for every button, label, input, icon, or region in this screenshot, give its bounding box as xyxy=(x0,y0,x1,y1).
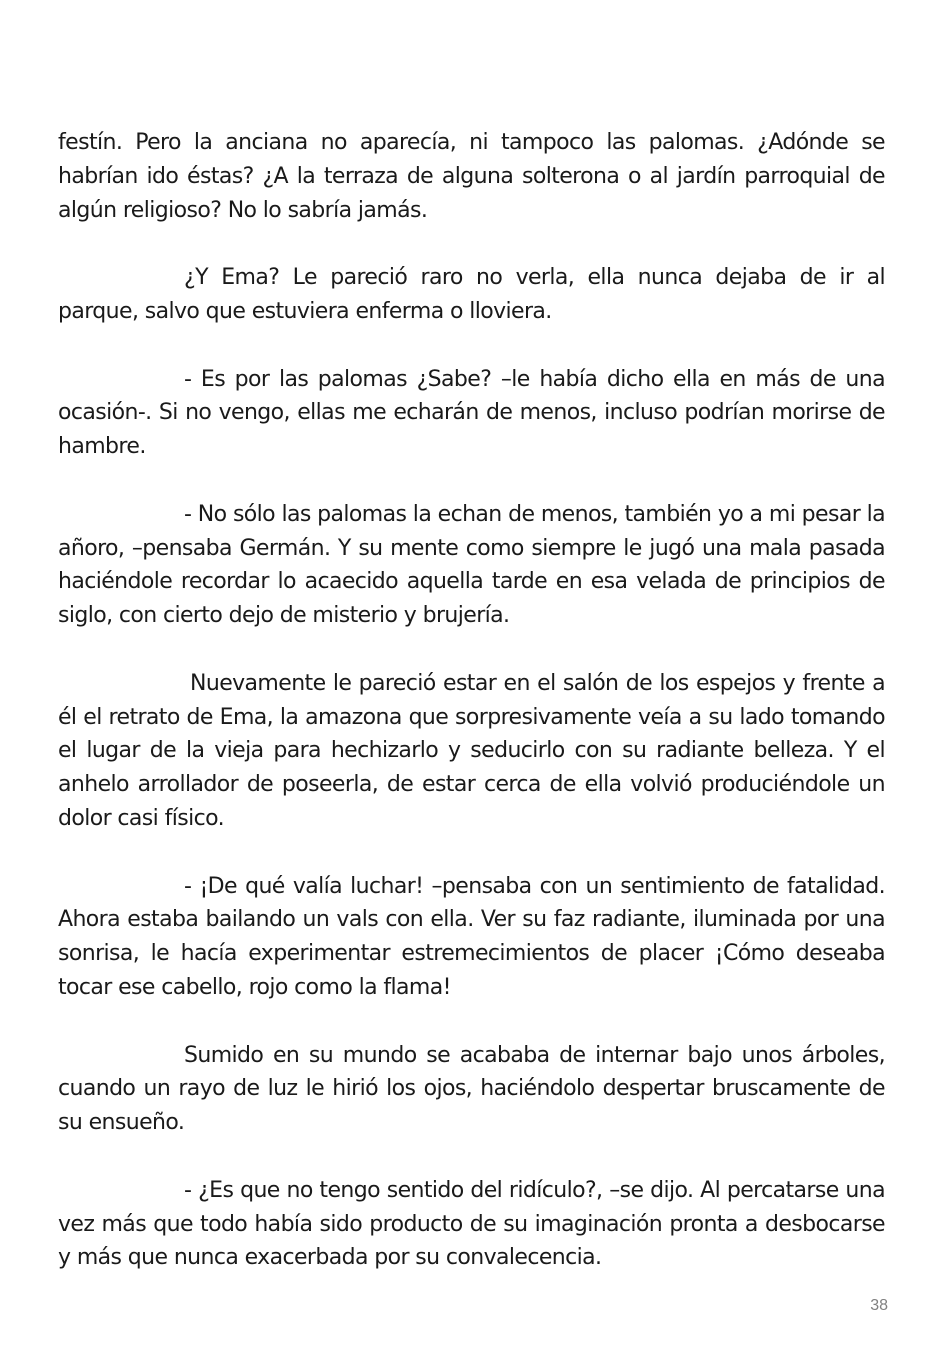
paragraph-2: ¿Y Ema? Le pareció raro no verla, ella nunca dejaba de ir al parque, salvo que estuviera enferma o lloviera. xyxy=(58,265,885,324)
paragraph-3: - Es por las palomas ¿Sabe? –le había dicho ella en más de una ocasión-. Si no vengo, ellas me echarán de menos, incluso podrían morirse de hambre. xyxy=(58,366,885,460)
paragraph-7: Sumido en su mundo se acababa de internar bajo unos árboles, cuando un rayo de luz le hirió los ojos, haciéndolo despertar bruscamente de su ensueño. xyxy=(58,1042,885,1136)
paragraph-5: Nuevamente le pareció estar en el salón de los espejos y frente a él el retrato de Ema, la amazona que sorpresivamente veía a su lado tomando el lugar de la vieja para hechizarlo y seducirlo con su radiante belleza. Y el anhelo arrollador de poseerla, de estar cerca de ella volvió produciéndole un dolor casi físico. xyxy=(58,670,885,831)
paragraph-1: festín. Pero la anciana no aparecía, ni tampoco las palomas. ¿Adónde se habrían ido éstas? ¿A la terraza de alguna solterona o al jardín parroquial de algún religioso? No lo sabría jamás. xyxy=(58,130,885,223)
page-number: 38 xyxy=(870,1297,888,1314)
paragraph-6: - ¡De qué valía luchar! –pensaba con un sentimiento de fatalidad. Ahora estaba bailando un vals con ella. Ver su faz radiante, iluminada por una sonrisa, le hacía experimentar estremecimientos de placer ¡Cómo deseaba tocar ese cabello, rojo como la flama! xyxy=(58,873,885,1000)
body-text xyxy=(58,126,885,1275)
paragraph-8: - ¿Es que no tengo sentido del ridículo?, –se dijo. Al percatarse una vez más que todo había sido producto de su imaginación pronta a desbocarse y más que nunca exacerbada por su convalecencia. xyxy=(58,1177,885,1271)
paragraph-4: - No sólo las palomas la echan de menos, también yo a mi pesar la añoro, –pensaba Germán. Y su mente como siempre le jugó una mala pasada haciéndole recordar lo acaecido aquella tarde en esa velada de principios de siglo, con cierto dejo de misterio y brujería. xyxy=(58,501,885,629)
